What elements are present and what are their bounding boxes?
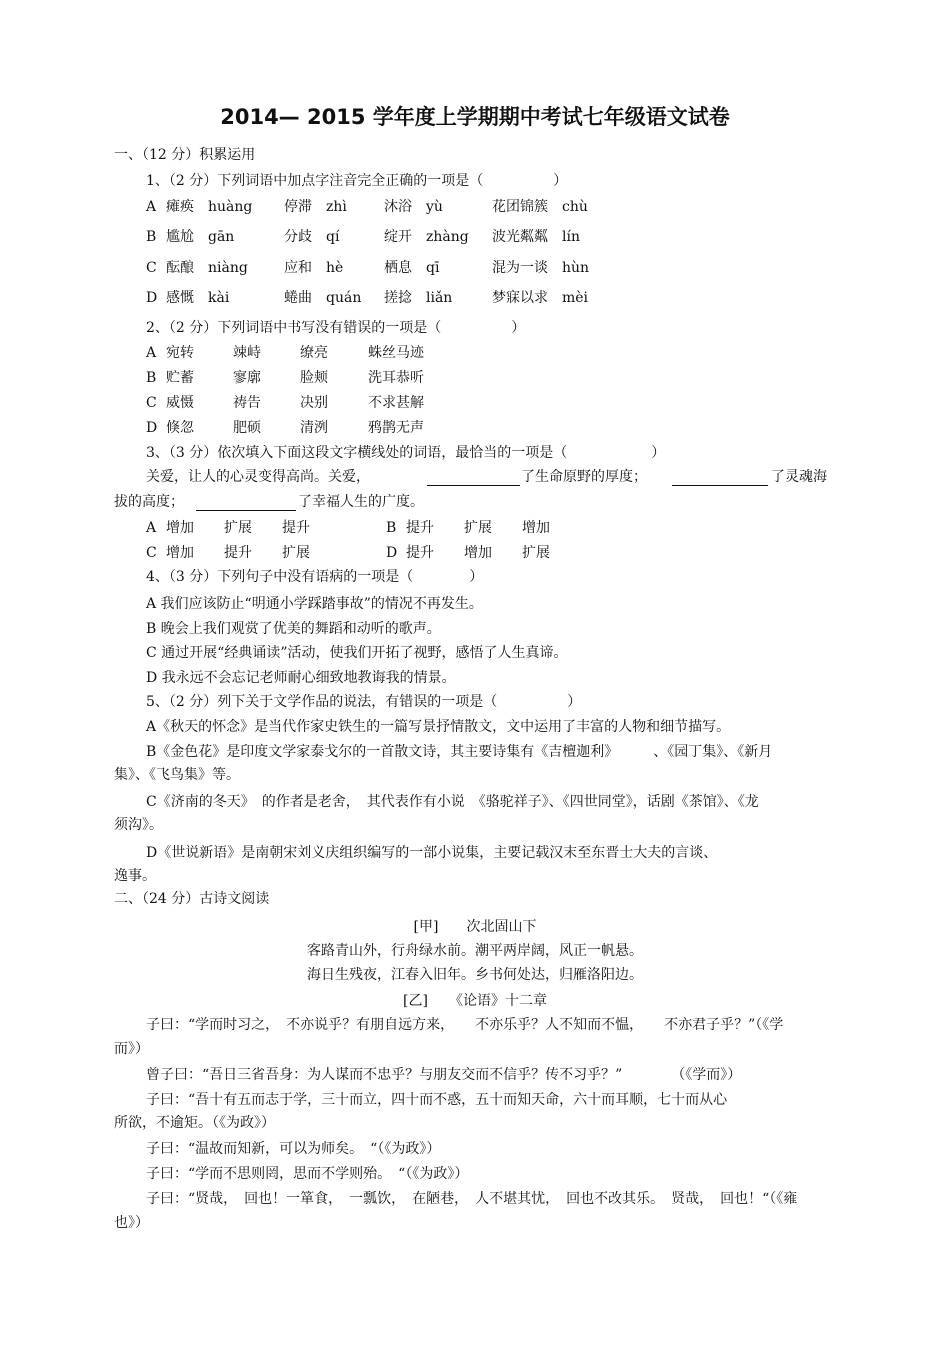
q3-option-word: 提升 <box>282 520 310 536</box>
q2-option-item: 肥硕 <box>233 420 261 436</box>
q1-option-item: 花团锦簇 chù <box>492 199 588 215</box>
q5-option-b-line1: B《金色花》是印度文学家泰戈尔的一首散文诗，其主要诗集有《吉檀迦利》 、《园丁集》、《新月 <box>146 744 773 760</box>
q5-option-b-line2: 集》、《飞鸟集》等。 <box>114 767 240 783</box>
q1-option-letter-c: C <box>146 260 157 276</box>
lunyu-line-6-cont: 也》） <box>114 1215 149 1231</box>
q2-option-item: 不求甚解 <box>368 395 424 411</box>
q3-passage-part4: 拔的高度； <box>114 494 184 510</box>
q1-option-item: 感慨 kài <box>166 290 230 306</box>
q3-blank-2 <box>672 484 768 486</box>
q4-stem: 4、（3 分）下列句子中没有语病的一项是（ ） <box>146 569 484 585</box>
lunyu-title: [乙] 《论语》十二章 <box>403 993 547 1009</box>
q1-option-item: 混为一谈 hùn <box>492 260 590 276</box>
q1-option-item: 波光粼粼 lín <box>492 229 580 245</box>
q3-passage-part2: 了生命原野的厚度； <box>521 469 647 485</box>
q5-option-d-line1: D《世说新语》是南朝宋刘义庆组织编写的一部小说集，主要记载汉末至东晋士大夫的言谈、 <box>146 845 718 861</box>
q1-option-item: 尴尬 gān <box>166 229 235 245</box>
q2-option-item: 清洌 <box>300 420 328 436</box>
q3-blank-1 <box>427 484 520 486</box>
q3-passage-part1: 关爱，让人的心灵变得高尚。关爱， <box>146 469 370 485</box>
q3-option-word: 提升 <box>224 545 252 561</box>
q3-option-letter-c: C <box>146 545 157 561</box>
q2-option-item: 缭亮 <box>300 345 328 361</box>
page-title: 2014— 2015 学年度上学期期中考试七年级语文试卷 <box>220 105 730 129</box>
lunyu-line-6: 子曰：“贤哉， 回也！一箪食， 一瓢饮， 在陋巷， 人不堪其忧， 回也不改其乐。 贤哉， 回也！“（《雍 <box>146 1191 798 1207</box>
q1-option-item: 停滞 zhì <box>284 199 347 215</box>
q3-option-word: 增加 <box>166 520 194 536</box>
q1-option-item: 沐浴 yù <box>384 199 443 215</box>
q3-passage-part5: 了幸福人生的广度。 <box>298 494 424 510</box>
q2-option-item: 洗耳恭听 <box>368 370 424 386</box>
lunyu-line-4: 子曰：“温故而知新，可以为师矣。 “（《为政》） <box>146 1141 441 1157</box>
q1-option-item: 分歧 qí <box>284 229 340 245</box>
q4-option-a: A 我们应该防止“明通小学踩踏事故”的情况不再发生。 <box>146 596 483 612</box>
q3-option-word: 提升 <box>406 545 434 561</box>
q4-option-d: D 我永远不会忘记老师耐心细致地教诲我的情景。 <box>146 670 456 686</box>
poem-line-1: 客路青山外，行舟绿水前。潮平两岸阔，风正一帆悬。 <box>307 943 643 959</box>
q1-option-item: 蜷曲 quán <box>284 290 362 306</box>
q2-option-item: 倏忽 <box>166 420 194 436</box>
lunyu-line-1-cont: 而》） <box>114 1041 149 1057</box>
lunyu-line-3-cont: 所欲，不逾矩。（《为政》） <box>114 1115 275 1131</box>
q2-option-item: 竦峙 <box>233 345 261 361</box>
q2-option-item: 威慑 <box>166 395 194 411</box>
q3-option-word: 增加 <box>522 520 550 536</box>
q1-option-item: 搓捻 liǎn <box>384 290 453 306</box>
q2-option-item: 宛转 <box>166 345 194 361</box>
q1-option-item: 应和 hè <box>284 260 344 276</box>
q1-option-item: 酝酿 niàng <box>166 260 248 276</box>
q5-option-a: A《秋天的怀念》是当代作家史铁生的一篇写景抒情散文，文中运用了丰富的人物和细节描写。 <box>146 719 731 735</box>
q1-option-item: 瘫痪 huàng <box>166 199 253 215</box>
q2-option-item: 贮蓄 <box>166 370 194 386</box>
q2-option-letter-a: A <box>146 345 157 361</box>
q3-option-word: 提升 <box>406 520 434 536</box>
poem-line-2: 海日生残夜，江春入旧年。乡书何处达，归雁洛阳边。 <box>307 967 643 983</box>
q3-passage-part3: 了灵魂海 <box>771 469 827 485</box>
q3-option-letter-b: B <box>386 520 397 536</box>
q2-option-letter-c: C <box>146 395 157 411</box>
q3-option-word: 增加 <box>464 545 492 561</box>
q2-option-item: 寥廓 <box>233 370 261 386</box>
poem-title: [甲] 次北固山下 <box>413 919 537 935</box>
q1-option-item: 绽开 zhàng <box>384 229 469 245</box>
q5-option-d-line2: 逸事。 <box>114 868 156 884</box>
lunyu-line-3: 子曰：“吾十有五而志于学，三十而立，四十而不惑，五十而知天命，六十而耳顺，七十而从心 <box>146 1092 728 1108</box>
q1-option-item: 梦寐以求 mèi <box>492 290 589 306</box>
q2-option-letter-d: D <box>146 420 158 436</box>
q3-option-word: 扩展 <box>282 545 310 561</box>
q2-option-letter-b: B <box>146 370 157 386</box>
q2-option-item: 决别 <box>300 395 328 411</box>
q3-blank-3 <box>196 509 296 511</box>
lunyu-line-1: 子曰：“学而时习之， 不亦说乎？有朋自远方来， 不亦乐乎？人不知而不愠， 不亦君子乎？”（《学 <box>146 1017 784 1033</box>
q5-option-c-line1: C《济南的冬天》 的作者是老舍， 其代表作有小说 《骆驼祥子》、《四世同堂》，话剧《茶馆》、《龙 <box>146 794 759 810</box>
q3-option-word: 扩展 <box>224 520 252 536</box>
q1-option-letter-d: D <box>146 290 158 306</box>
q2-option-item: 脸颊 <box>300 370 328 386</box>
q3-option-word: 增加 <box>166 545 194 561</box>
q2-stem: 2、（2 分）下列词语中书写没有错误的一项是（ ） <box>146 320 526 336</box>
q3-option-word: 扩展 <box>464 520 492 536</box>
q5-option-c-line2: 须沟》。 <box>114 817 163 833</box>
q3-option-letter-a: A <box>146 520 157 536</box>
q3-stem: 3、（3 分）依次填入下面这段文字横线处的词语，最恰当的一项是（ ） <box>146 445 666 461</box>
q1-option-item: 栖息 qī <box>384 260 440 276</box>
q1-stem: 1、（2 分）下列词语中加点字注音完全正确的一项是（ ） <box>146 173 568 189</box>
q1-option-letter-b: B <box>146 229 157 245</box>
q2-option-item: 蛛丝马迹 <box>368 345 424 361</box>
q1-option-letter-a: A <box>146 199 157 215</box>
q4-option-b: B 晚会上我们观赏了优美的舞蹈和动听的歌声。 <box>146 621 441 637</box>
q2-option-item: 鸦鹊无声 <box>368 420 424 436</box>
q3-option-word: 扩展 <box>522 545 550 561</box>
q3-option-letter-d: D <box>386 545 398 561</box>
section-2-heading: 二、（24 分）古诗文阅读 <box>114 891 270 907</box>
q2-option-item: 祷告 <box>233 395 261 411</box>
q5-stem: 5、（2 分）列下关于文学作品的说法，有错误的一项是（ ） <box>146 694 582 710</box>
lunyu-line-5: 子曰：“学而不思则罔，思而不学则殆。 “（《为政》） <box>146 1166 469 1182</box>
q4-option-c: C 通过开展“经典诵读”活动，使我们开拓了视野，感悟了人生真谛。 <box>146 645 568 661</box>
lunyu-line-2: 曾子曰：“吾日三省吾身：为人谋而不忠乎？与朋友交而不信乎？传不习乎？” （《学而》） <box>146 1067 742 1083</box>
section-1-heading: 一、（12 分）积累运用 <box>114 147 256 163</box>
